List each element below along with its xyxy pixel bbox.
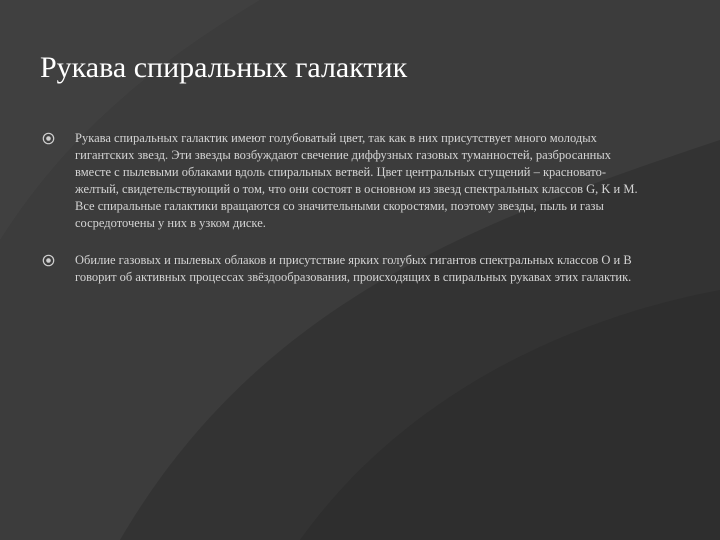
bullet-text: Обилие газовых и пылевых облаков и присутствие ярких голубых гигантов спектральных классов O и B говорит об активных процессах звёздообразования, происходящих в спиральных рукавах этих галактик. xyxy=(75,253,632,284)
bullet-item xyxy=(40,130,640,232)
circle-dot-bullet-icon xyxy=(42,254,55,267)
bullet-item xyxy=(40,252,640,286)
bullet-list xyxy=(40,130,640,306)
circle-dot-bullet-icon xyxy=(42,132,55,145)
bullet-text: Рукава спиральных галактик имеют голубоватый цвет, так как в них присутствует много молодых гигантских звезд. Эти звезды возбуждают свечение диффузных газовых туманностей, разбросанных вместе с пылевыми облаками вдоль спиральных ветвей. Цвет центральных сгущений – красновато- желтый, свидетельствующий о том, что они состоят в основном из звезд спектральных классов G, K и M. Все спиральные галактики вращаются со значительными скоростями, поэтому звезды, пыль и газы сосредоточены у них в узком диске. xyxy=(75,131,638,230)
slide-title: Рукава спиральных галактик xyxy=(40,51,408,84)
